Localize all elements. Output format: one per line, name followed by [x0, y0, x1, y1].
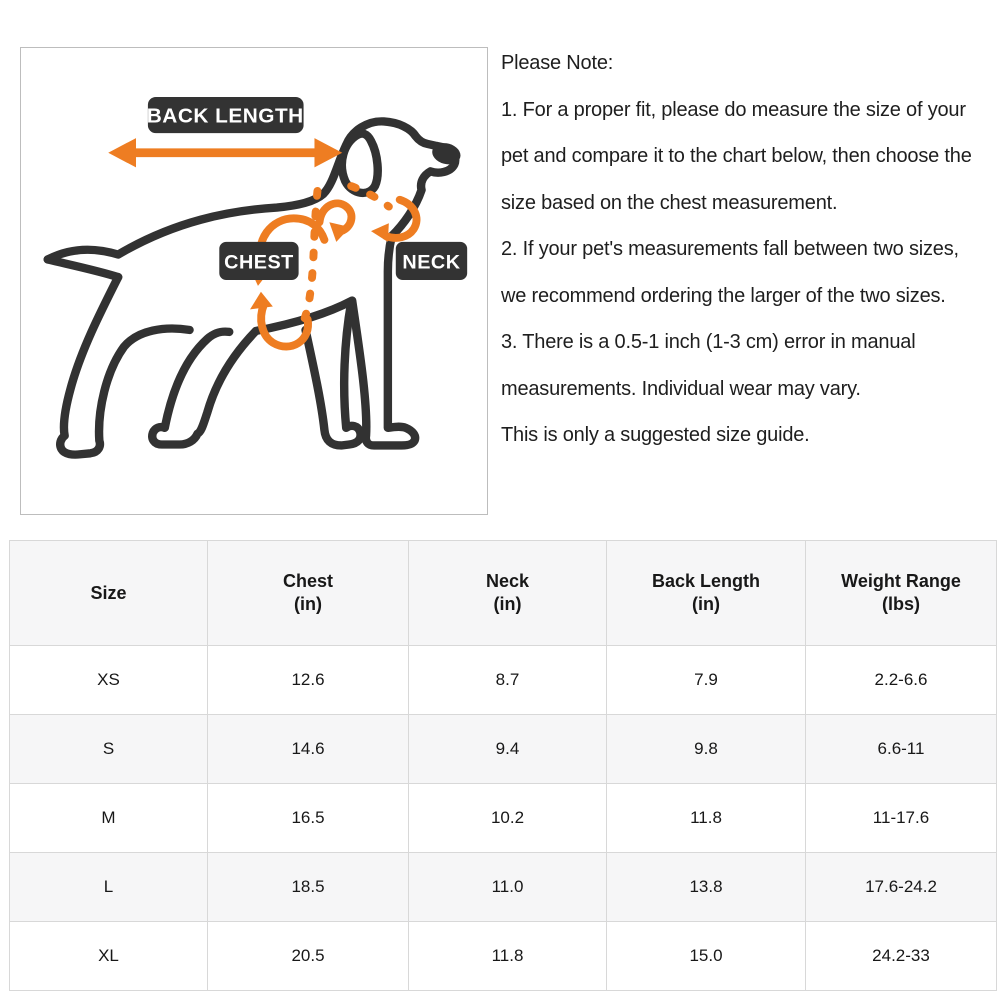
cell-neck: 10.2 [409, 784, 607, 853]
notes-title: Please Note: [501, 52, 614, 74]
col-label: Size [90, 582, 127, 603]
cell-neck: 9.4 [409, 715, 607, 784]
col-label: Neck [485, 571, 530, 591]
col-label: Back Length [651, 571, 761, 591]
note-line: This is only a suggested size guide. [501, 424, 810, 446]
dog-tail-path [48, 259, 118, 277]
col-label: Weight Range [841, 571, 961, 591]
size-chart-table [9, 540, 997, 991]
table-row-xl [10, 922, 997, 991]
cell-size: S [10, 715, 208, 784]
dog-hind-leg-path [60, 277, 189, 455]
cell-size: XL [10, 922, 208, 991]
chest-lower-arrowhead [250, 292, 273, 310]
cell-chest: 14.6 [208, 715, 409, 784]
col-unit: (lbs) [882, 594, 920, 614]
cell-neck: 11.8 [409, 922, 607, 991]
col-label: Chest [282, 571, 333, 591]
back-length-label [147, 97, 304, 133]
cell-weight: 6.6-11 [806, 715, 997, 784]
note-line: pet and compare it to the chart below, then choose the [501, 145, 972, 167]
cell-weight: 2.2-6.6 [806, 646, 997, 715]
neck-arrowhead [371, 223, 389, 242]
dog-measurement-illustration [21, 48, 487, 514]
please-note-section [501, 40, 999, 459]
cell-back-length: 13.8 [607, 853, 806, 922]
cell-back-length: 7.9 [607, 646, 806, 715]
table-row-l [10, 853, 997, 922]
cell-neck: 11.0 [409, 853, 607, 922]
cell-weight: 11-17.6 [806, 784, 997, 853]
note-line: 2. If your pet's measurements fall between two sizes, [501, 238, 959, 260]
cell-neck: 8.7 [409, 646, 607, 715]
col-header-size [10, 541, 208, 646]
cell-chest: 20.5 [208, 922, 409, 991]
col-header-neck [409, 541, 607, 646]
chest-girth-dashed [301, 191, 318, 329]
col-unit: (in) [493, 594, 522, 614]
col-unit: (in) [692, 594, 720, 614]
cell-back-length: 11.8 [607, 784, 806, 853]
chest-label [219, 242, 298, 280]
col-header-chest [208, 541, 409, 646]
dog-body-path [48, 121, 455, 445]
note-line: size based on the chest measurement. [501, 191, 838, 214]
cell-weight: 17.6-24.2 [806, 853, 997, 922]
note-line: 1. For a proper fit, please do measure the size of your [501, 98, 966, 121]
back-length-arrowhead-left [108, 138, 136, 167]
cell-size: L [10, 853, 208, 922]
neck-label-text: NECK [402, 251, 461, 274]
cell-size: M [10, 784, 208, 853]
note-line: 3. There is a 0.5-1 inch (1-3 cm) error in manual [501, 331, 916, 353]
col-header-back-length [607, 541, 806, 646]
table-row-xs [10, 646, 997, 715]
col-header-weight-range [806, 541, 997, 646]
cell-chest: 16.5 [208, 784, 409, 853]
note-line: we recommend ordering the larger of the two sizes. [501, 284, 946, 307]
measurement-diagram [20, 47, 488, 515]
cell-back-length: 9.8 [607, 715, 806, 784]
table-row-m [10, 784, 997, 853]
cell-weight: 24.2-33 [806, 922, 997, 991]
size-chart [9, 540, 997, 991]
note-line: measurements. Individual wear may vary. [501, 377, 861, 400]
chest-label-text: CHEST [224, 251, 294, 274]
cell-chest: 12.6 [208, 646, 409, 715]
col-unit: (in) [294, 594, 322, 614]
header-row [10, 541, 997, 646]
cell-size: XS [10, 646, 208, 715]
table-row-s [10, 715, 997, 784]
dog-ear [342, 134, 378, 193]
neck-label [396, 242, 467, 280]
dog-outline [48, 121, 455, 454]
back-length-label-text: BACK LENGTH [146, 104, 304, 128]
cell-chest: 18.5 [208, 853, 409, 922]
cell-back-length: 15.0 [607, 922, 806, 991]
